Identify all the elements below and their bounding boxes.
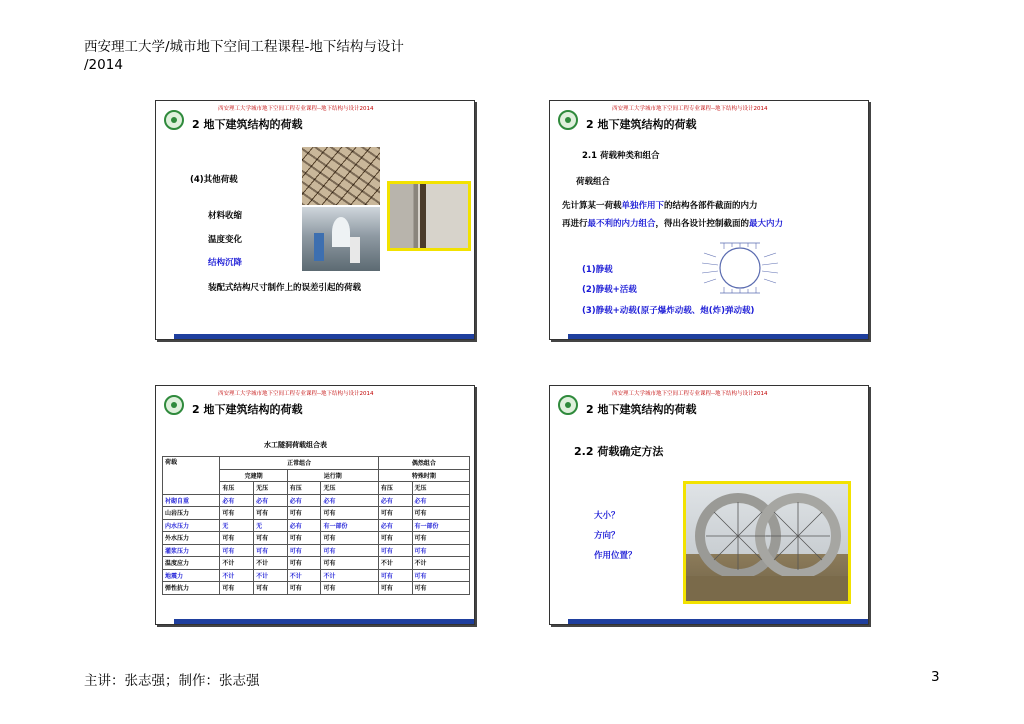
slide-subtitle: 西安理工大学城市地下空间工程专业课程--地下结构与设计2014 [612, 391, 768, 397]
table-cell: 可有 [412, 582, 469, 595]
slide-title: 2 地下建筑结构的荷载 [586, 118, 697, 131]
other-loads-heading: (4)其他荷载 [190, 175, 238, 185]
table-cell: 可有 [378, 532, 412, 545]
table-cell: 可有 [321, 507, 378, 520]
table-cell: 可有 [412, 544, 469, 557]
section-2-2: 2.2 荷载确定方法 [574, 445, 664, 458]
university-logo [164, 395, 184, 415]
col-complete: 完建期 [220, 469, 287, 482]
combo-static: (1)静载 [582, 265, 613, 275]
load-combination-table [162, 456, 470, 595]
page-header [84, 38, 404, 74]
slide-1 [155, 100, 475, 340]
table-cell: 可有 [254, 544, 288, 557]
combo-static-live: (2)静载+活载 [582, 285, 637, 295]
table-cell: 可有 [378, 582, 412, 595]
col-pressure: 有压 [287, 482, 321, 495]
calc-line-1: 先计算某一荷载单独作用下的结构各部件截面的内力 [562, 201, 758, 211]
row-load-name: 内水压力 [163, 519, 220, 532]
table-cell: 无 [254, 519, 288, 532]
table-row [163, 569, 470, 582]
table-cell: 可有 [220, 507, 254, 520]
load-diagram [690, 235, 790, 301]
slide-subtitle: 西安理工大学城市地下空间工程专业课程--地下结构与设计2014 [218, 391, 374, 397]
col-nopressure: 无压 [321, 482, 378, 495]
item-temperature: 温度变化 [208, 235, 243, 245]
item-settlement: 结构沉降 [208, 258, 243, 268]
slide-title: 2 地下建筑结构的荷载 [192, 118, 303, 131]
table-row [163, 494, 470, 507]
table-cell: 可有 [412, 507, 469, 520]
table-cell: 必有 [254, 494, 288, 507]
calc-line-2: 再进行最不利的内力组合，得出各设计控制截面的最大内力 [562, 219, 784, 229]
table-row [163, 544, 470, 557]
slide-title: 2 地下建筑结构的荷载 [586, 403, 697, 416]
slide-3 [155, 385, 475, 625]
table-cell: 可有 [287, 507, 321, 520]
slide-title: 2 地下建筑结构的荷载 [192, 403, 303, 416]
table-cell: 可有 [412, 569, 469, 582]
table-cell: 必有 [220, 494, 254, 507]
col-nopressure: 无压 [254, 482, 288, 495]
question-location: 作用位置？ [594, 551, 637, 561]
row-load-name: 山岩压力 [163, 507, 220, 520]
table-cell: 无 [220, 519, 254, 532]
question-direction: 方向？ [594, 531, 620, 541]
table-cell: 不计 [220, 569, 254, 582]
page-footer: 主讲：张志强；制作：张志强 [84, 673, 260, 689]
table-cell: 可有 [220, 582, 254, 595]
slide-footer-bar [174, 619, 474, 624]
table-row [163, 519, 470, 532]
university-logo [558, 395, 578, 415]
table-cell: 可有 [287, 582, 321, 595]
table-cell: 可有 [254, 582, 288, 595]
table-title: 水工隧洞荷载组合表 [264, 441, 327, 449]
table-cell: 有一部份 [412, 519, 469, 532]
table-cell: 不计 [287, 569, 321, 582]
col-normal: 正常组合 [220, 457, 378, 470]
table-cell: 可有 [287, 557, 321, 570]
table-cell: 必有 [287, 494, 321, 507]
header-line2: /2014 [84, 57, 123, 73]
load-combination-heading: 荷载组合 [576, 177, 611, 187]
table-cell: 不计 [254, 557, 288, 570]
table-row [163, 557, 470, 570]
table-cell: 可有 [287, 544, 321, 557]
table-cell: 必有 [321, 494, 378, 507]
table-cell: 可有 [220, 532, 254, 545]
table-cell: 可有 [378, 544, 412, 557]
slide-footer-bar [174, 334, 474, 339]
table-cell: 可有 [287, 532, 321, 545]
row-load-name: 地震力 [163, 569, 220, 582]
slide-4 [549, 385, 869, 625]
table-cell: 不计 [254, 569, 288, 582]
slide-footer-bar [568, 619, 868, 624]
table-cell: 可有 [254, 507, 288, 520]
combo-static-dynamic: (3)静载+动载(原子爆炸动载、炮(炸)弹动载) [582, 306, 755, 316]
col-nopressure: 无压 [412, 482, 469, 495]
col-accidental: 偶然组合 [378, 457, 469, 470]
table-cell: 可有 [254, 532, 288, 545]
table-cell: 可有 [412, 532, 469, 545]
row-load-name: 衬砌自重 [163, 494, 220, 507]
row-load-name: 弹性抗力 [163, 582, 220, 595]
col-pressure: 有压 [378, 482, 412, 495]
table-cell: 不计 [378, 557, 412, 570]
university-logo [558, 110, 578, 130]
table-row [163, 582, 470, 595]
table-cell: 不计 [412, 557, 469, 570]
table-cell: 可有 [378, 507, 412, 520]
table-cell: 有一部份 [321, 519, 378, 532]
row-load-name: 灌浆压力 [163, 544, 220, 557]
row-load-name: 温度应力 [163, 557, 220, 570]
table-row [163, 532, 470, 545]
section-2-1: 2.1 荷载种类和组合 [582, 151, 660, 161]
table-cell: 必有 [378, 519, 412, 532]
table-cell: 必有 [378, 494, 412, 507]
table-cell: 不计 [321, 569, 378, 582]
cracked-ground-photo [302, 147, 380, 205]
question-magnitude: 大小？ [594, 511, 620, 521]
table-row [163, 507, 470, 520]
item-fabrication-error: 装配式结构尺寸制作上的误差引起的荷载 [208, 283, 362, 293]
university-logo [164, 110, 184, 130]
circular-segments-photo [683, 481, 851, 604]
slide-2 [549, 100, 869, 340]
table-cell: 可有 [378, 569, 412, 582]
table-cell: 可有 [321, 582, 378, 595]
table-cell: 必有 [412, 494, 469, 507]
row-load-name: 外水压力 [163, 532, 220, 545]
table-cell: 可有 [321, 544, 378, 557]
slide-footer-bar [568, 334, 868, 339]
header-line1: 西安理工大学/城市地下空间工程课程-地下结构与设计 [84, 39, 404, 55]
table-cell: 必有 [287, 519, 321, 532]
table-cell: 可有 [321, 532, 378, 545]
page-number: 3 [931, 669, 940, 685]
slide-subtitle: 西安理工大学城市地下空间工程专业课程--地下结构与设计2014 [218, 106, 374, 112]
col-operation: 运行期 [287, 469, 378, 482]
tunnel-workers-photo [302, 207, 380, 271]
col-pressure: 有压 [220, 482, 254, 495]
slide-subtitle: 西安理工大学城市地下空间工程专业课程--地下结构与设计2014 [612, 106, 768, 112]
wall-crack-photo [387, 181, 471, 251]
col-special: 特殊时期 [378, 469, 469, 482]
table-cell: 不计 [220, 557, 254, 570]
table-cell: 可有 [220, 544, 254, 557]
item-shrinkage: 材料收缩 [208, 211, 243, 221]
table-cell: 可有 [321, 557, 378, 570]
col-load: 荷载 [163, 457, 220, 495]
